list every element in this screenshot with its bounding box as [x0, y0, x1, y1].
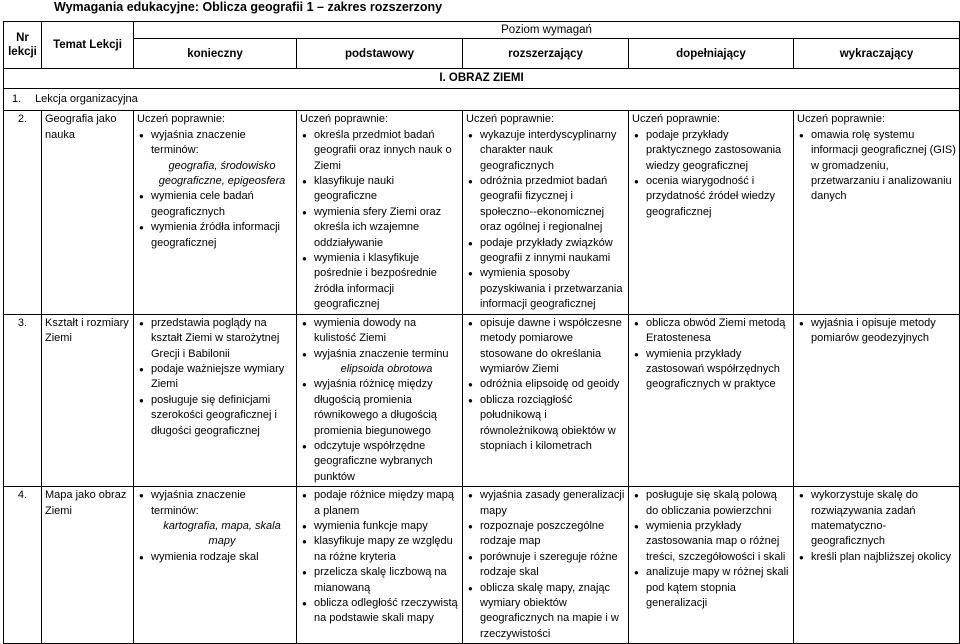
req-italic: geografia, środowisko geograficzne, epigeosfera — [158, 159, 286, 188]
req-item: ● wymienia sfery Ziemi oraz określa ich wzajemne oddziaływanie — [300, 205, 459, 251]
req-item: ● przedstawia poglądy na kształt Ziemi w starożytnej Grecji i Babilonii — [137, 316, 293, 362]
req-item: ● podaje przykłady związków geografii z innymi naukami — [466, 236, 625, 267]
req-podstawowy — [297, 487, 463, 644]
req-item: ● wymienia rodzaje skal — [137, 550, 293, 565]
header-topic: Temat Lekcji — [42, 22, 134, 69]
req-item: ● wymienia dowody na kulistość Ziemi — [300, 316, 459, 347]
header-level-konieczny: konieczny — [134, 39, 297, 69]
req-dopelniajacy — [629, 111, 794, 314]
req-dopelniajacy — [629, 314, 794, 486]
req-item: ● wymienia i klasyfikuje pośrednie i bezpośrednie źródła informacji geograficznej — [300, 251, 459, 313]
lesson-topic: Mapa jako obraz Ziemi — [42, 487, 134, 644]
cell-lead: Uczeń poprawnie: — [137, 113, 226, 126]
req-item: ● odróżnia przedmiot badań geografii fizycznej i społeczno--ekonomicznej oraz ogólnej i regionalnej — [466, 174, 625, 236]
req-item: ● podaje przykłady praktycznego zastosowania wiedzy geograficznej — [632, 128, 790, 174]
req-item — [137, 519, 293, 550]
section-title: I. OBRAZ ZIEMI — [4, 69, 960, 89]
req-wykraczajacy — [794, 314, 960, 486]
req-podstawowy — [297, 314, 463, 486]
req-item: ● wymienia przykłady zastosowania map o różnej treści, szczegółowości i skali — [632, 519, 790, 565]
lesson-1-row — [4, 89, 960, 111]
req-item: ● podaje różnice między mapą a planem — [300, 488, 459, 519]
req-item: ● wyjaśnia zasady generalizacji mapy — [466, 488, 625, 519]
req-item: ● odróżnia elipsoidę od geoidy — [466, 377, 625, 392]
req-item: ● odczytuje współrzędne geograficzne wybranych punktów — [300, 439, 459, 485]
req-italic: kartografia, mapa, skala mapy — [163, 519, 281, 548]
req-item: ● posługuje się definicjami szerokości geograficznej i długości geograficznej — [137, 393, 293, 439]
req-rozszerzajacy — [463, 314, 629, 486]
req-rozszerzajacy — [463, 487, 629, 644]
req-rozszerzajacy — [463, 111, 629, 314]
lesson-topic: Kształt i rozmiary Ziemi — [42, 314, 134, 486]
req-item: ● wymienia funkcje mapy — [300, 519, 459, 534]
header-level-rozszerzajacy: rozszerzający — [463, 39, 629, 69]
req-konieczny — [134, 487, 297, 644]
req-wykraczajacy — [794, 111, 960, 314]
lesson-row — [4, 487, 960, 644]
cell-lead: Uczeń poprawnie: — [632, 113, 721, 126]
cell-lead: Uczeń poprawnie: — [300, 113, 389, 126]
req-item: ● oblicza obwód Ziemi metodą Eratostenesa — [632, 316, 790, 347]
header-nr: Nr lekcji — [4, 22, 42, 69]
req-podstawowy — [297, 111, 463, 314]
header-level-dopelniajacy: dopełniający — [629, 39, 794, 69]
lesson-topic: Geografia jako nauka — [42, 111, 134, 314]
req-item: ● analizuje mapy w różnej skali pod kątem stopnia generalizacji — [632, 565, 790, 611]
req-item: ● przelicza skalę liczbową na mianowaną — [300, 565, 459, 596]
header-levels-title: Poziom wymagań — [134, 22, 960, 39]
req-item: ● wymienia sposoby pozyskiwania i przetwarzania informacji geograficznej — [466, 266, 625, 312]
req-item: ● podaje ważniejsze wymiary Ziemi — [137, 362, 293, 393]
req-item: ● ocenia wiarygodność i przydatność źródeł wiedzy geograficznej — [632, 174, 790, 220]
header-level-podstawowy: podstawowy — [297, 39, 463, 69]
req-item: ● posługuje się skalą polową do obliczania powierzchni — [632, 488, 790, 519]
req-konieczny — [134, 314, 297, 486]
lesson-nr: 3. — [4, 314, 42, 486]
lesson-1-topic: Lekcja organizacyjna — [35, 93, 138, 106]
header-level-wykraczajacy: wykraczający — [794, 39, 960, 69]
req-item: ● rozpoznaje poszczególne rodzaje map — [466, 519, 625, 550]
lesson-nr: 4. — [4, 487, 42, 644]
req-italic: elipsoida obrotowa — [340, 362, 433, 375]
lesson-1-nr: 1. — [12, 93, 22, 106]
req-item — [137, 159, 293, 190]
lesson-row — [4, 111, 960, 314]
req-item: ● kreśli plan najbliższej okolicy — [797, 550, 956, 565]
req-item: ● wymienia przykłady zastosowań współrzędnych geograficznych w praktyce — [632, 347, 790, 393]
req-konieczny — [134, 111, 297, 314]
req-item: ● oblicza odległość rzeczywistą na podstawie skali mapy — [300, 596, 459, 627]
req-item: ● wyjaśnia i opisuje metody pomiarów geodezyjnych — [797, 316, 956, 347]
cell-lead: Uczeń poprawnie: — [797, 113, 886, 126]
req-item: ● wymienia źródła informacji geograficznej — [137, 220, 293, 251]
requirements-table — [3, 21, 960, 644]
req-item — [300, 362, 459, 377]
req-item: ● klasyfikuje nauki geograficzne — [300, 174, 459, 205]
cell-lead: Uczeń poprawnie: — [466, 113, 555, 126]
req-item: ● porównuje i szereguje różne rodzaje skal — [466, 550, 625, 581]
req-item: ● wyjaśnia znaczenie terminu — [300, 347, 459, 362]
lesson-nr: 2. — [4, 111, 42, 314]
req-wykraczajacy — [794, 487, 960, 644]
req-item: ● klasyfikuje mapy ze względu na różne kryteria — [300, 534, 459, 565]
req-dopelniajacy — [629, 487, 794, 644]
req-item: ● określa przedmiot badań geografii oraz innych nauk o Ziemi — [300, 128, 459, 174]
document-title: Wymagania edukacyjne: Oblicza geografii 1 – zakres rozszerzony — [54, 0, 443, 14]
req-item: ● opisuje dawne i współczesne metody pomiarowe stosowane do określania wymiarów Ziemi — [466, 316, 625, 378]
req-item: ● omawia rolę systemu informacji geograficznej (GIS) w gromadzeniu, przetwarzaniu i analizowaniu danych — [797, 128, 956, 205]
req-item: ● wyjaśnia znaczenie terminów: — [137, 128, 293, 159]
req-item: ● wykorzystuje skalę do rozwiązywania zadań matematyczno-geograficznych — [797, 488, 956, 550]
lesson-row — [4, 314, 960, 486]
req-item: ● wymienia cele badań geograficznych — [137, 189, 293, 220]
req-item: ● oblicza skalę mapy, znając wymiary obiektów geograficznych na mapie i w rzeczywistości — [466, 581, 625, 643]
req-item: ● oblicza rozciągłość południkową i równoleżnikową obiektów w stopniach i kilometrach — [466, 393, 625, 455]
req-item: ● wykazuje interdyscyplinarny charakter nauk geograficznych — [466, 128, 625, 174]
req-item: ● wyjaśnia różnicę między długością promienia równikowego a długością promienia biegunowego — [300, 377, 459, 439]
req-item: ● wyjaśnia znaczenie terminów: — [137, 488, 293, 519]
